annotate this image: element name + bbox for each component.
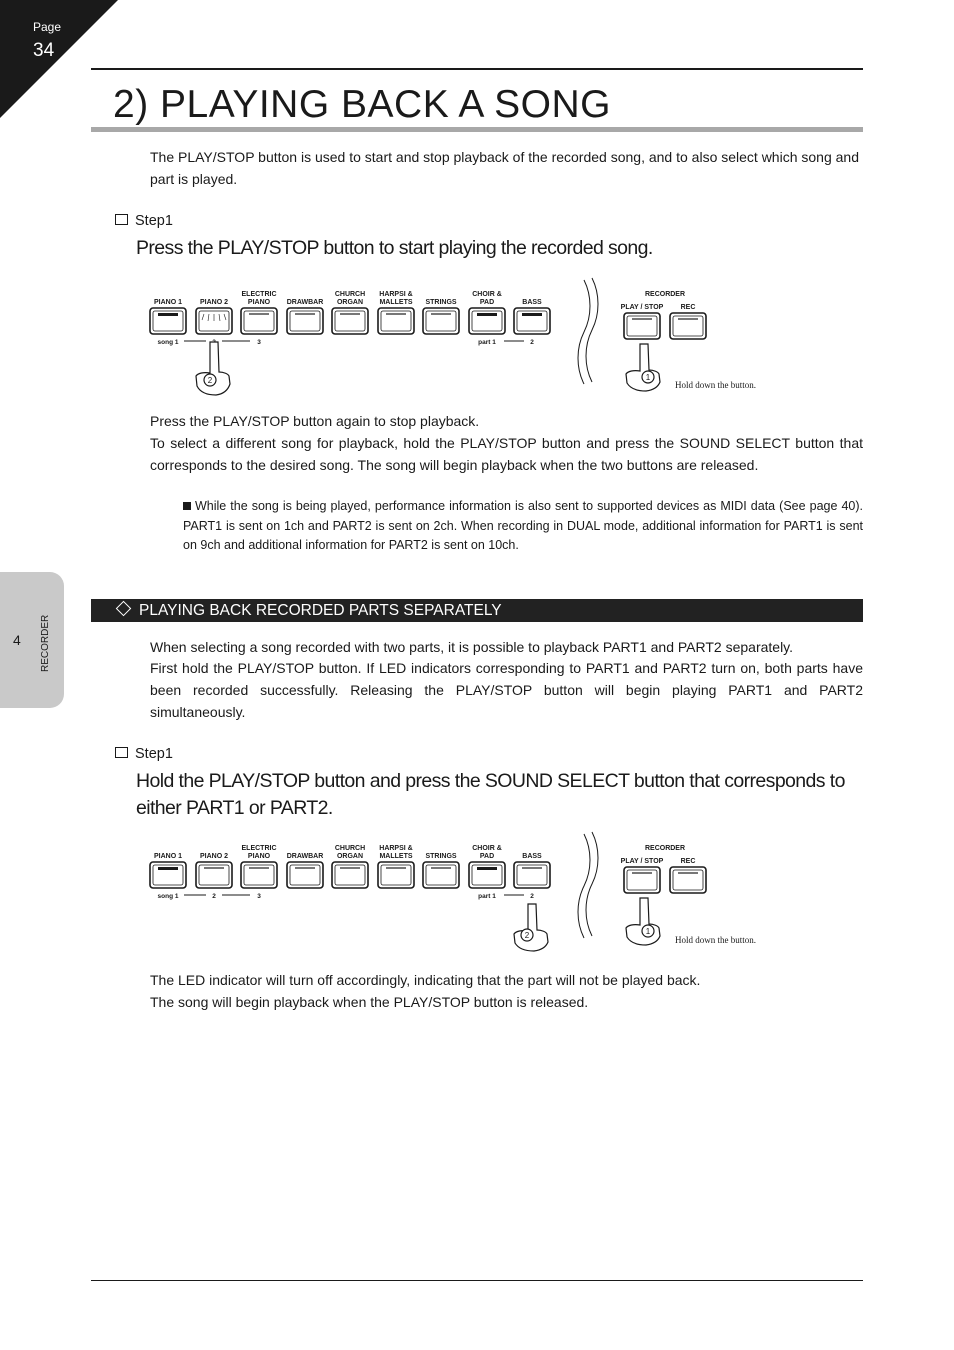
- svg-text:PLAY / STOP: PLAY / STOP: [620, 858, 664, 865]
- svg-text:MALLETS: MALLETS: [379, 299, 413, 306]
- diamond-icon: [116, 601, 132, 617]
- bullet-square-icon: [183, 502, 191, 510]
- finger-number-1: 1: [645, 373, 651, 382]
- finger-pointer-icon: [514, 904, 548, 951]
- svg-text:ELECTRIC: ELECTRIC: [241, 845, 277, 852]
- btn-label-piano2: PIANO 2: [199, 299, 229, 306]
- btn-label-strings: STRINGS: [425, 299, 457, 306]
- svg-text:ORGAN: ORGAN: [336, 853, 364, 860]
- part-label-1: part 1: [478, 339, 496, 346]
- checkbox-icon: [115, 747, 128, 758]
- step1-label: Step1: [135, 213, 173, 229]
- finger-pointer-icon: [626, 344, 660, 391]
- svg-text:PAD: PAD: [479, 299, 495, 306]
- play-stop-label: PLAY / STOP: [620, 304, 664, 311]
- svg-text:CHURCH: CHURCH: [334, 845, 366, 852]
- svg-text:PIANO 2: PIANO 2: [199, 853, 229, 860]
- hold-caption: Hold down the button.: [675, 380, 756, 390]
- svg-text:MALLETS: MALLETS: [379, 853, 413, 860]
- page-title: 2) PLAYING BACK A SONG: [113, 83, 611, 126]
- svg-text:2: 2: [530, 339, 534, 346]
- svg-text:2: 2: [530, 893, 534, 900]
- after-step1b-line1: The LED indicator will turn off accordingly, indicating that the part will not be played back.: [150, 972, 701, 988]
- svg-text:CHOIR &: CHOIR &: [472, 291, 502, 298]
- section-header: [91, 599, 863, 622]
- finger-pointer-icon: [626, 898, 660, 945]
- svg-text:RECORDER: RECORDER: [644, 845, 686, 852]
- chapter-number: 4: [13, 632, 21, 648]
- svg-text:2: 2: [524, 931, 530, 940]
- page-number: 34: [33, 40, 55, 61]
- svg-text:HARPSI &: HARPSI &: [379, 845, 413, 852]
- svg-text:BASS: BASS: [522, 853, 542, 860]
- svg-text:ORGAN: ORGAN: [336, 299, 364, 306]
- svg-text:CHOIR &: CHOIR &: [472, 845, 502, 852]
- section-title: PLAYING BACK RECORDED PARTS SEPARATELY: [139, 602, 502, 619]
- svg-text:Hold down the button.: Hold down the button.: [675, 935, 756, 945]
- checkbox-icon: [115, 214, 128, 225]
- section-body-line1: When selecting a song recorded with two parts, it is possible to playback PART1 and PART2 separately.: [150, 639, 794, 655]
- recorder-label: RECORDER: [644, 291, 686, 298]
- rec-label: REC: [680, 304, 696, 311]
- page-corner-tab: [0, 0, 118, 118]
- svg-text:PIANO: PIANO: [247, 853, 271, 860]
- after-step1-line2: To select a different song for playback, hold the PLAY/STOP button and press the SOUND SELECT button that corresponds to the desired song. The song will begin playback when the two buttons are released.: [150, 435, 863, 473]
- finger-pointer-icon: [196, 342, 230, 395]
- svg-text:1: 1: [645, 927, 651, 936]
- svg-text:PIANO 1: PIANO 1: [153, 853, 183, 860]
- btn-label-drawbar: DRAWBAR: [286, 299, 324, 306]
- finger-number-2: 2: [207, 376, 213, 385]
- chapter-side-tab: [0, 572, 64, 708]
- intro-paragraph: The PLAY/STOP button is used to start and stop playback of the recorded song, and to also select which song and part is played.: [150, 149, 859, 187]
- svg-text:STRINGS: STRINGS: [425, 853, 457, 860]
- svg-text:PAD: PAD: [479, 853, 495, 860]
- step1-heading-b: [115, 746, 173, 762]
- step1-instruction-b: Hold the PLAY/STOP button and press the SOUND SELECT button that corresponds to either PART1 or PART2.: [136, 770, 845, 819]
- svg-text:2: 2: [212, 893, 216, 900]
- panel-diagram-2: [140, 830, 780, 954]
- svg-text:3: 3: [257, 893, 261, 900]
- page-label: Page: [33, 20, 62, 34]
- svg-text:song 1: song 1: [157, 893, 179, 900]
- svg-text:PIANO: PIANO: [247, 299, 271, 306]
- step1-label-b: Step1: [135, 746, 173, 762]
- section-body-line2: First hold the PLAY/STOP button. If LED indicators corresponding to PART1 and PART2 turn on, both parts have been recorded successfully. Releasing the PLAY/STOP button will begin playing PART1 and PART2 simultaneously.: [150, 660, 863, 720]
- midi-note-text: While the song is being played, performance information is also sent to supported devices as MIDI data (See page 40). PART1 is sent on 1ch and PART2 is sent on 2ch. When recording in DUAL mode, additional information for PART1 is sent on 9ch and additional information for PART2 is sent on 10ch.: [183, 499, 863, 552]
- top-rule: [91, 68, 863, 70]
- song-label-1: song 1: [157, 339, 179, 346]
- step1-instruction: Press the PLAY/STOP button to start playing the recorded song.: [136, 237, 653, 259]
- chapter-label: RECORDER: [40, 614, 51, 672]
- step1-heading: [115, 213, 173, 229]
- svg-text:CHURCH: CHURCH: [334, 291, 366, 298]
- panel-diagram-1: [140, 276, 780, 400]
- btn-label-bass: BASS: [522, 299, 542, 306]
- midi-note: [183, 497, 863, 556]
- svg-text:DRAWBAR: DRAWBAR: [286, 853, 324, 860]
- btn-label-piano1: PIANO 1: [153, 299, 183, 306]
- svg-text:REC: REC: [680, 858, 696, 865]
- bottom-rule: [91, 1280, 863, 1281]
- btn-label-electric: ELECTRIC: [241, 291, 277, 298]
- svg-text:HARPSI &: HARPSI &: [379, 291, 413, 298]
- svg-text:part 1: part 1: [478, 893, 496, 900]
- after-step1-line1: Press the PLAY/STOP button again to stop playback.: [150, 413, 480, 429]
- after-step1b-line2: The song will begin playback when the PLAY/STOP button is released.: [150, 994, 589, 1010]
- svg-text:3: 3: [257, 339, 261, 346]
- title-underline: [91, 127, 863, 132]
